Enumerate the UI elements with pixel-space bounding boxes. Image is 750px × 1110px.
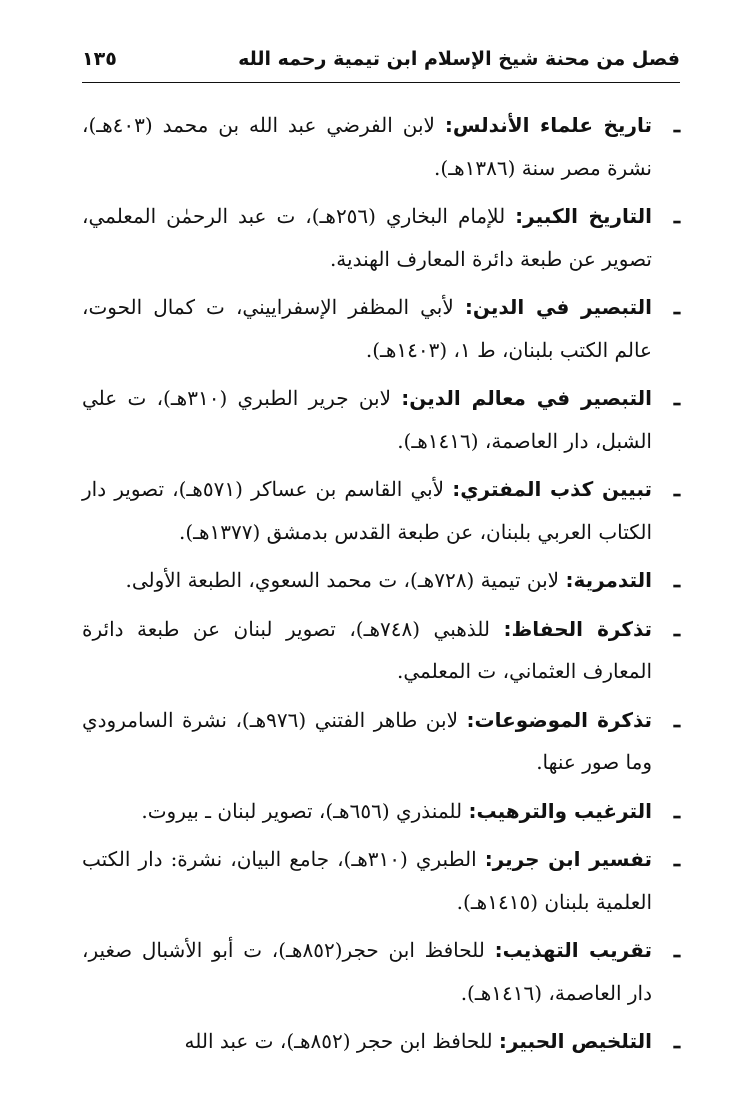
entry-text: لابن جرير الطبري (٣١٠هـ)، ت علي الشبل، دار العاصمة، (١٤١٦هـ). [82,386,652,453]
entry-title: التبصير في معالم الدين: [401,386,652,410]
entry-text: لابن طاهر الفتني (٩٧٦هـ)، نشرة السامرودي وما صور عنها. [82,707,652,774]
bibliography-entry [82,104,680,189]
entry-text: للمنذري (٦٥٦هـ)، تصوير لبنان ـ بيروت. [141,798,469,823]
page-number: ١٣٥ [82,48,117,70]
bibliography-entry [82,559,680,602]
entry-text: للإمام البخاري (٢٥٦هـ)، ت عبد الرحمٰن المعلمي، تصوير عن طبعة دائرة المعارف الهندية. [82,204,652,271]
page-header [82,44,680,80]
entry-title: الترغيب والترهيب: [468,798,652,823]
bibliography-entry [82,699,680,784]
entry-dash: ـ [673,385,680,410]
entry-text: للحافظ ابن حجر(٨٥٢هـ)، ت أبو الأشبال صغير، دار العاصمة، (١٤١٦هـ). [82,938,652,1005]
entry-title: تاريخ علماء الأندلس: [444,113,652,137]
bibliography-entry [82,468,680,553]
entry-dash: ـ [673,615,680,641]
entry-text: للذهبي (٧٤٨هـ)، تصوير لبنان عن طبعة دائرة المعارف العثماني، ت المعلمي. [82,616,652,683]
entry-dash: ـ [673,1028,680,1053]
entry-text: لابن تيمية (٧٢٨هـ)، ت محمد السعوي، الطبعة الأولى. [125,568,566,592]
bibliography-entry [82,929,680,1014]
entry-title: التلخيص الحبير: [498,1029,652,1053]
bibliography-entry [82,1020,680,1063]
bibliography-entry [82,377,680,462]
bibliography-entry [82,608,680,693]
entry-dash: ـ [673,706,680,732]
bibliography-entry [82,790,680,833]
entry-title: تفسير ابن جرير: [484,847,653,871]
bibliography-entry [82,838,680,923]
entry-dash: ـ [673,846,680,871]
entry-dash: ـ [673,294,680,319]
running-title: فصل من محنة شيخ الإسلام ابن تيمية رحمه الله [238,48,680,70]
bibliography-list [82,104,680,1069]
entry-title: تقريب التهذيب: [494,938,652,962]
entry-dash: ـ [673,797,680,823]
entry-text: للحافظ ابن حجر (٨٥٢هـ)، ت عبد الله [184,1029,499,1053]
header-divider [82,82,680,83]
entry-text: لأبي المظفر الإسفراييني، ت كمال الحوت، عالم الكتب بلبنان، ط ١، (١٤٠٣هـ). [82,295,652,362]
entry-title: تذكرة الموضوعات: [466,707,653,732]
entry-dash: ـ [673,476,680,501]
bibliography-entry [82,195,680,280]
entry-dash: ـ [673,937,680,962]
entry-text: لأبي القاسم بن عساكر (٥٧١هـ)، تصوير دار الكتاب العربي بلبنان، عن طبعة القدس بدمشق (١٣٧٧هـ). [82,477,652,544]
entry-text: لابن الفرضي عبد الله بن محمد (٤٠٣هـ)، نشرة مصر سنة (١٣٨٦هـ). [82,113,652,180]
entry-title: التبصير في الدين: [464,295,653,319]
entry-dash: ـ [673,112,680,137]
entry-title: تبيين كذب المفتري: [452,477,653,501]
bibliography-entry [82,286,680,371]
entry-dash: ـ [673,567,680,592]
entry-title: تذكرة الحفاظ: [503,616,653,641]
entry-dash: ـ [673,203,680,228]
entry-title: التاريخ الكبير: [515,204,653,228]
entry-title: التدمرية: [565,568,652,592]
entry-text: الطبري (٣١٠هـ)، جامع البيان، نشرة: دار الكتب العلمية بلبنان (١٤١٥هـ). [82,847,652,914]
